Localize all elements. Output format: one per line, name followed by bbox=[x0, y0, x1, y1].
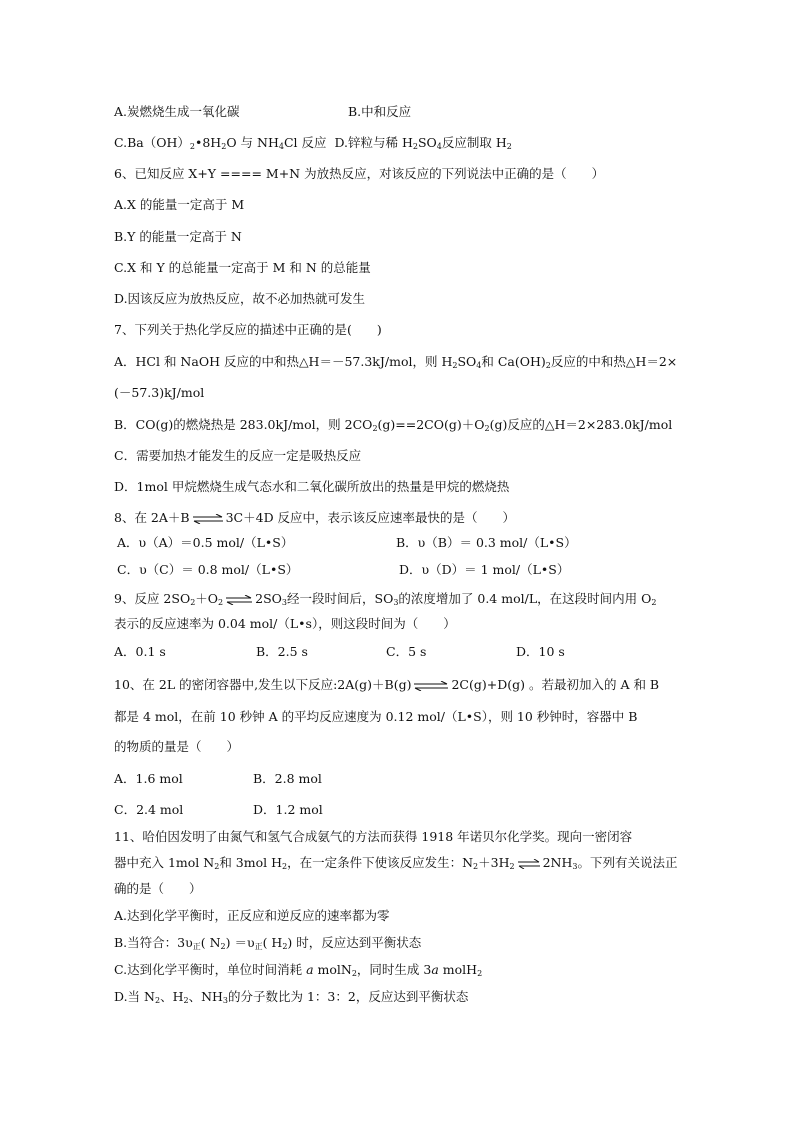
q10-stem-line2: 都是 4 mol，在前 10 秒钟 A 的平均反应速度为 0.12 mol/（L•S），则 10 秒钟时，容器中 B bbox=[114, 709, 638, 724]
q11-stem-line2: 器中充入 1mol $N_2$和 3mol $H_2$，在一定条件下使该反应发生：$N_2+3H_2$ $2NH_3$。下列有关说法正 bbox=[114, 855, 678, 871]
q9-option-d: D．10 s bbox=[516, 644, 565, 659]
q8-stem: 8、在 2A＋B 3C＋4D 反应中，表示该反应速率最快的是（ ） bbox=[114, 510, 516, 525]
q10-stem-line3: 的物质的量是（ ） bbox=[114, 739, 240, 754]
equilibrium-arrow-icon bbox=[517, 859, 541, 869]
q5-options-cd: $C.Ba(OH)_2•8H_2O$ 与 $NH_4Cl$ 反应 D.锌粒与稀 $H_2SO_4$反应制取 $H_2$ bbox=[114, 135, 512, 151]
q10-option-c: C．2.4 mol bbox=[114, 802, 184, 817]
q9-option-b: B．2.5 s bbox=[256, 644, 308, 659]
equilibrium-arrow-icon bbox=[192, 514, 224, 524]
q9-stem-line2: 表示的反应速率为 0.04 mol/（L•s），则这段时间为（ ） bbox=[114, 616, 456, 631]
q7-option-d: D．1mol 甲烷燃烧生成气态水和二氧化碳所放出的热量是甲烷的燃烧热 bbox=[114, 479, 510, 494]
q11-stem-line3: 确的是（ ） bbox=[114, 881, 202, 896]
q10-stem-line1: 10、在 2L 的密闭容器中,发生以下反应:2A(g)＋B(g) 2C(g)+D(g) 。若最初加入的 A 和 B bbox=[114, 677, 660, 692]
q7-stem: 7、下列关于热化学反应的描述中正确的是( ) bbox=[114, 322, 382, 337]
q6-option-d: D.因该反应为放热反应，故不必加热就可发生 bbox=[114, 291, 366, 306]
equilibrium-arrow-icon bbox=[413, 681, 449, 691]
q6-option-b: B.Y 的能量一定高于 N bbox=[114, 229, 242, 244]
q8-option-a: A．υ（A）＝0.5 mol/（L•S） bbox=[117, 535, 294, 550]
q8-option-b: B．υ（B）＝ 0.3 mol/（L•S） bbox=[396, 535, 577, 550]
q11-option-d: D.当 $N_2$、$H_2$、$NH_3$的分子数比为 1：3：2，反应达到平衡状态 bbox=[114, 989, 469, 1005]
q11-option-a: A.达到化学平衡时，正反应和逆反应的速率都为零 bbox=[114, 908, 390, 923]
q5-option-b: B.中和反应 bbox=[348, 104, 412, 119]
q11-option-c: C.达到化学平衡时，单位时间消耗 a molN$_2$，同时生成 3a molH$_2$ bbox=[114, 962, 483, 978]
q10-option-a: A．1.6 mol bbox=[114, 771, 183, 786]
q6-stem: 6、已知反应 X+Y ==== M+N 为放热反应，对该反应的下列说法中正确的是（ ） bbox=[114, 166, 605, 181]
q9-stem-line1: 9、反应 $2SO_2+O_2$ $2SO_3$经一段时间后，$SO_3$的浓度增加了 0.4 mol/L，在这段时间内用 $O_2$ bbox=[114, 591, 657, 607]
equilibrium-arrow-icon bbox=[225, 595, 253, 605]
q8-option-d: D．υ（D）＝ 1 mol/（L•S） bbox=[399, 562, 570, 577]
q5-option-a: A.炭燃烧生成一氧化碳 bbox=[114, 104, 240, 119]
q10-option-b: B．2.8 mol bbox=[253, 771, 322, 786]
q7-option-a-line1: A．HCl 和 NaOH 反应的中和热△H＝－57.3kJ/mol，则 $H_2SO_4$和 $Ca(OH)_2$反应的中和热△H＝2× bbox=[114, 354, 678, 370]
q8-option-c: C．υ（C）＝ 0.8 mol/（L•S） bbox=[117, 562, 299, 577]
q9-option-c: C．5 s bbox=[386, 644, 427, 659]
q6-option-a: A.X 的能量一定高于 M bbox=[114, 197, 245, 212]
q10-option-d: D．1.2 mol bbox=[253, 802, 323, 817]
q6-option-c: C.X 和 Y 的总能量一定高于 M 和 N 的总能量 bbox=[114, 260, 371, 275]
q9-option-a: A．0.1 s bbox=[114, 644, 166, 659]
q7-option-c: C．需要加热才能发生的反应一定是吸热反应 bbox=[114, 448, 362, 463]
q7-option-a-line2: (－57.3)kJ/mol bbox=[114, 385, 205, 400]
q11-stem-line1: 11、哈伯因发明了由氮气和氢气合成氨气的方法而获得 1918 年诺贝尔化学奖。现向一密闭容 bbox=[114, 829, 633, 844]
q7-option-b: B．CO(g)的燃烧热是 283.0kJ/mol，则 $2CO_2(g)==2CO(g)+O_2(g)$反应的△H＝2×283.0kJ/mol bbox=[114, 417, 673, 433]
q11-option-b: B.当符合：$3\upsilon_正$( $N_2) =\upsilon_正$( $H_2$) 时，反应达到平衡状态 bbox=[114, 935, 422, 951]
